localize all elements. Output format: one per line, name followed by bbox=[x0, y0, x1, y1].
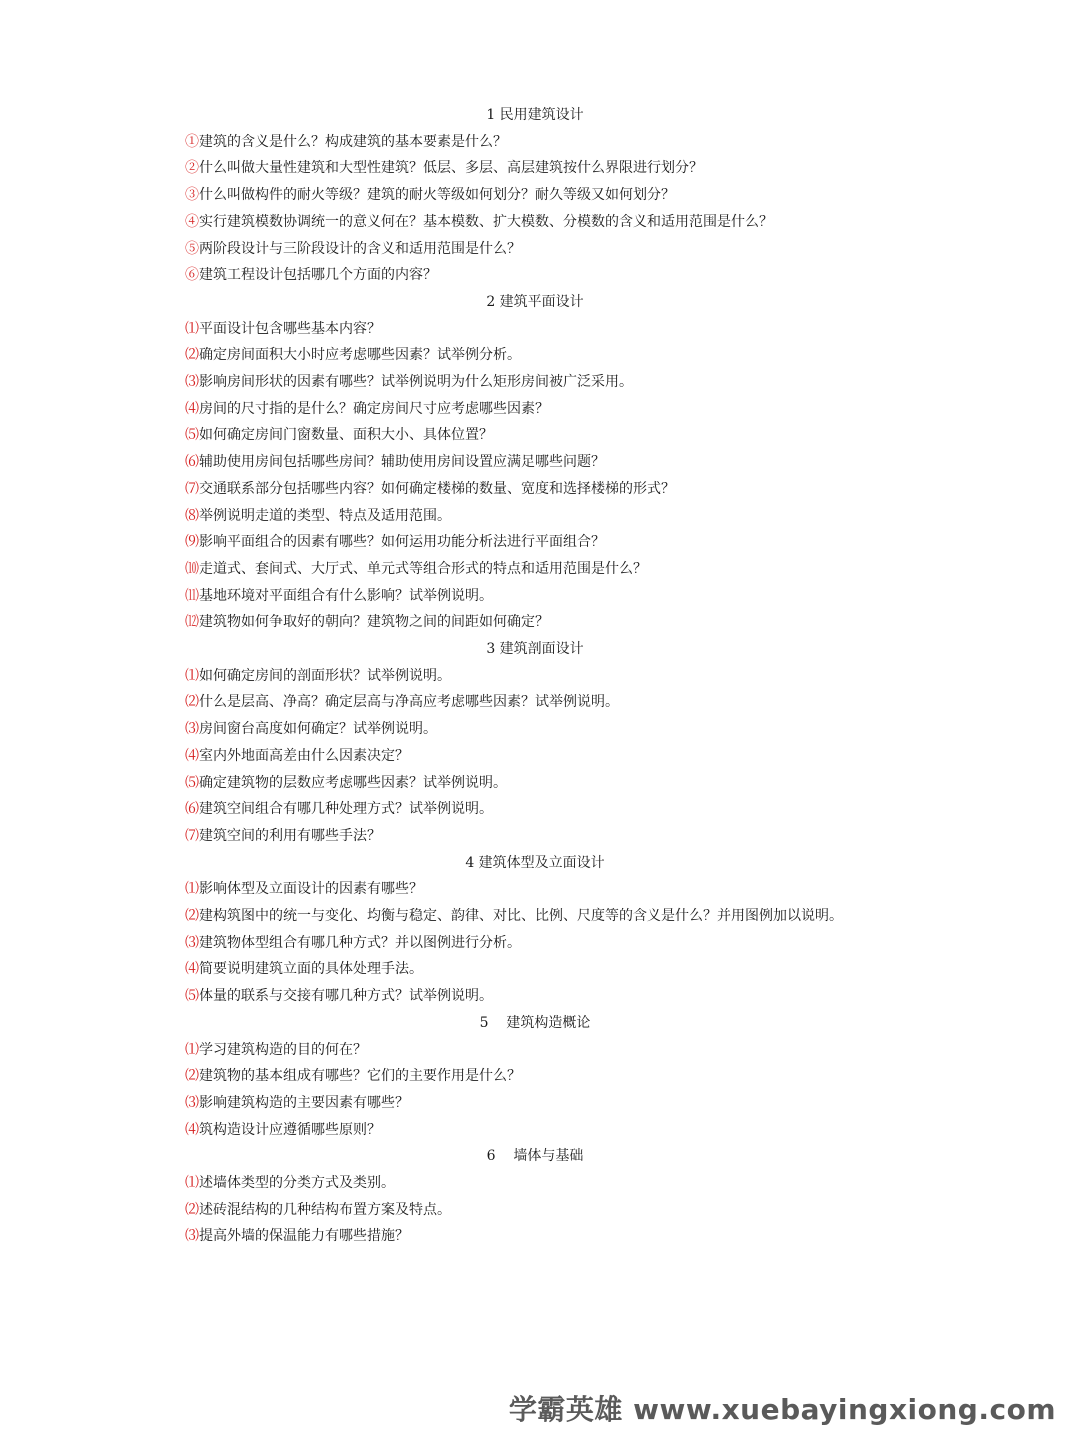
question-item bbox=[185, 930, 885, 957]
question-text: 建筑工程设计包括哪几个方面的内容？ bbox=[199, 267, 437, 284]
question-item bbox=[185, 422, 885, 449]
question-text: 提高外墙的保温能力有哪些措施？ bbox=[199, 1228, 409, 1245]
question-item bbox=[185, 770, 885, 797]
question-number: ⑺ bbox=[185, 827, 199, 844]
question-item bbox=[185, 1223, 885, 1250]
question-number: ⑷ bbox=[185, 747, 199, 764]
question-text: 举例说明走道的类型、特点及适用范围。 bbox=[199, 507, 451, 524]
question-item bbox=[185, 743, 885, 770]
question-text: 房间窗台高度如何确定？试举例说明。 bbox=[199, 721, 437, 738]
section-heading: 1 民用建筑设计 bbox=[486, 107, 584, 123]
question-item bbox=[185, 1197, 885, 1224]
question-text: 影响平面组合的因素有哪些？如何运用功能分析法进行平面组合？ bbox=[199, 534, 605, 551]
question-number: ⑷ bbox=[185, 961, 199, 978]
question-number: ⑸ bbox=[185, 774, 199, 791]
question-item bbox=[185, 556, 885, 583]
question-number: ⑴ bbox=[185, 1175, 199, 1192]
question-text: 影响房间形状的因素有哪些？试举例说明为什么矩形房间被广泛采用。 bbox=[199, 374, 633, 390]
question-item bbox=[185, 716, 885, 743]
question-number: ⑴ bbox=[185, 1041, 199, 1058]
question-text: 什么叫做大量性建筑和大型性建筑？低层、多层、高层建筑按什么界限进行划分？ bbox=[199, 160, 703, 177]
question-number: ① bbox=[185, 133, 199, 150]
question-item bbox=[185, 823, 885, 850]
question-text: 房间的尺寸指的是什么？确定房间尺寸应考虑哪些因素？ bbox=[199, 400, 549, 417]
question-item bbox=[185, 956, 885, 983]
question-text: 基地环境对平面组合有什么影响？试举例说明。 bbox=[199, 587, 493, 604]
question-text: 建筑空间的利用有哪些手法？ bbox=[199, 827, 381, 844]
question-text: 交通联系部分包括哪些内容？如何确定楼梯的数量、宽度和选择楼梯的形式？ bbox=[199, 480, 675, 497]
question-text: 建筑物体型组合有哪几种方式？并以图例进行分析。 bbox=[199, 934, 521, 951]
question-number: ⑴ bbox=[185, 320, 199, 337]
question-number: ② bbox=[185, 160, 199, 177]
question-number: ⑶ bbox=[185, 721, 199, 738]
question-number: ⑶ bbox=[185, 934, 199, 951]
question-item bbox=[185, 1037, 885, 1064]
question-item bbox=[185, 903, 885, 930]
question-number: ⑶ bbox=[185, 1094, 199, 1111]
question-number: ③ bbox=[185, 187, 199, 204]
question-number: ⑵ bbox=[185, 908, 199, 925]
question-item bbox=[185, 236, 885, 263]
question-number: ⑿ bbox=[185, 614, 199, 631]
question-item bbox=[185, 583, 885, 610]
question-text: 如何确定房间门窗数量、面积大小、具体位置？ bbox=[199, 427, 493, 444]
question-number: ⑵ bbox=[185, 1068, 199, 1085]
question-text: 走道式、套间式、大厅式、单元式等组合形式的特点和适用范围是什么？ bbox=[199, 560, 647, 577]
question-number: ⑵ bbox=[185, 347, 199, 364]
question-number: ④ bbox=[185, 213, 199, 230]
question-item bbox=[185, 796, 885, 823]
question-number: ⑶ bbox=[185, 1228, 199, 1245]
question-number: ⑴ bbox=[185, 667, 199, 684]
question-number: ⑽ bbox=[185, 560, 199, 577]
question-number: ⑵ bbox=[185, 694, 199, 711]
question-text: 筑构造设计应遵循哪些原则？ bbox=[199, 1121, 381, 1138]
question-text: 什么是层高、净高？确定层高与净高应考虑哪些因素？试举例说明。 bbox=[199, 694, 619, 711]
section-heading: 4 建筑体型及立面设计 bbox=[465, 854, 605, 871]
question-number: ⑷ bbox=[185, 1121, 199, 1138]
question-text: 述墙体类型的分类方式及类别。 bbox=[199, 1175, 395, 1192]
question-number: ⑹ bbox=[185, 801, 199, 818]
question-item bbox=[185, 1170, 885, 1197]
question-text: 什么叫做构件的耐火等级？建筑的耐火等级如何划分？耐久等级又如何划分？ bbox=[199, 187, 675, 204]
question-text: 建筑的含义是什么？构成建筑的基本要素是什么？ bbox=[199, 133, 507, 150]
question-number: ⑵ bbox=[185, 1201, 199, 1218]
question-text: 室内外地面高差由什么因素决定？ bbox=[199, 747, 409, 764]
question-number: ⑥ bbox=[185, 267, 199, 284]
question-text: 建筑物的基本组成有哪些？它们的主要作用是什么？ bbox=[199, 1068, 521, 1085]
question-text: 建筑空间组合有哪几种处理方式？试举例说明。 bbox=[199, 801, 493, 818]
question-text: 建筑物如何争取好的朝向？建筑物之间的间距如何确定？ bbox=[199, 614, 549, 631]
question-number: ⑸ bbox=[185, 427, 199, 444]
question-number: ⑼ bbox=[185, 534, 199, 551]
question-number: ⑺ bbox=[185, 480, 199, 497]
question-text: 学习建筑构造的目的何在？ bbox=[199, 1041, 367, 1058]
question-text: 确定房间面积大小时应考虑哪些因素？试举例分析。 bbox=[199, 347, 521, 364]
question-text: 简要说明建筑立面的具体处理手法。 bbox=[199, 961, 423, 978]
question-item bbox=[185, 182, 885, 209]
section-heading: 5 建筑构造概论 bbox=[479, 1014, 591, 1031]
question-number: ⑴ bbox=[185, 881, 199, 898]
question-item bbox=[185, 316, 885, 343]
question-number: ⑷ bbox=[185, 400, 199, 417]
question-text: 影响建筑构造的主要因素有哪些？ bbox=[199, 1094, 409, 1111]
question-item bbox=[185, 129, 885, 156]
question-item bbox=[185, 983, 885, 1010]
question-text: 辅助使用房间包括哪些房间？辅助使用房间设置应满足哪些问题？ bbox=[199, 454, 605, 471]
question-number: ⑻ bbox=[185, 507, 199, 524]
question-number: ⑾ bbox=[185, 587, 199, 604]
question-text: 述砖混结构的几种结构布置方案及特点。 bbox=[199, 1201, 451, 1218]
question-item bbox=[185, 663, 885, 690]
question-text: 体量的联系与交接有哪几种方式？试举例说明。 bbox=[199, 988, 493, 1005]
question-number: ⑤ bbox=[185, 240, 199, 257]
section-heading: 6 墙体与基础 bbox=[486, 1148, 584, 1165]
question-text: 确定建筑物的层数应考虑哪些因素？试举例说明。 bbox=[199, 774, 507, 791]
question-item bbox=[185, 155, 885, 182]
question-text: 实行建筑模数协调统一的意义何在？基本模数、扩大模数、分模数的含义和适用范围是什么？ bbox=[199, 213, 773, 230]
question-item bbox=[185, 876, 885, 903]
question-item bbox=[185, 1117, 885, 1144]
question-item bbox=[185, 1063, 885, 1090]
question-text: 平面设计包含哪些基本内容？ bbox=[199, 320, 381, 337]
question-item bbox=[185, 503, 885, 530]
question-number: ⑸ bbox=[185, 988, 199, 1005]
question-item bbox=[185, 689, 885, 716]
question-item bbox=[185, 262, 885, 289]
question-item bbox=[185, 209, 885, 236]
question-text: 建构筑图中的统一与变化、均衡与稳定、韵律、对比、比例、尺度等的含义是什么？并用图例加以说明。 bbox=[199, 908, 843, 925]
question-item bbox=[185, 1090, 885, 1117]
question-item bbox=[185, 342, 885, 369]
question-item bbox=[185, 396, 885, 423]
question-number: ⑹ bbox=[185, 454, 199, 471]
question-item bbox=[185, 369, 885, 396]
section-heading: 3 建筑剖面设计 bbox=[486, 641, 584, 658]
question-document bbox=[185, 102, 885, 1250]
question-item bbox=[185, 609, 885, 636]
question-item bbox=[185, 476, 885, 503]
question-text: 两阶段设计与三阶段设计的含义和适用范围是什么？ bbox=[199, 240, 521, 257]
question-number: ⑶ bbox=[185, 374, 199, 390]
question-item bbox=[185, 449, 885, 476]
watermark-logo: 学霸英雄 www.xuebayingxiong.com bbox=[508, 1393, 1056, 1426]
question-item bbox=[185, 529, 885, 556]
question-text: 影响体型及立面设计的因素有哪些？ bbox=[199, 881, 423, 898]
question-text: 如何确定房间的剖面形状？试举例说明。 bbox=[199, 667, 451, 684]
section-heading: 2 建筑平面设计 bbox=[486, 293, 584, 310]
